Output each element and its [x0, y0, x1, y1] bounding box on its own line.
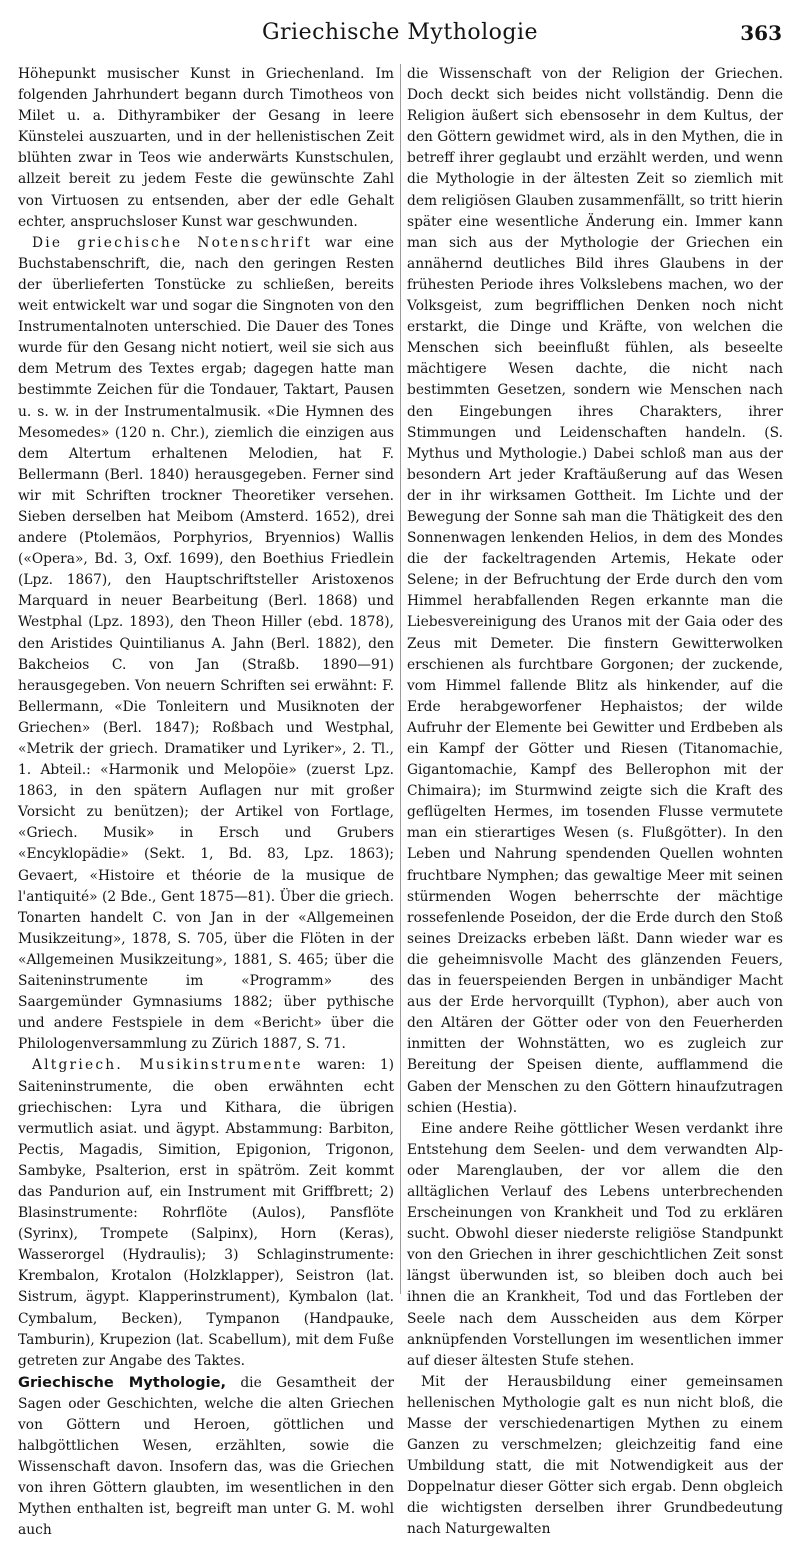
entry-headword: Griechische Mythologie,: [18, 1373, 227, 1391]
column-divider: [400, 64, 401, 1294]
left-column: [18, 64, 394, 1539]
text-columns: [18, 64, 783, 1539]
paragraph-notation: [18, 233, 394, 1056]
running-title: Griechische Mythologie: [261, 20, 539, 45]
right-column: [407, 64, 783, 1538]
paragraph-soul-belief: Eine andere Reihe göttlicher Wesen verdankt ihre Entstehung dem Seelen- und dem verwandten Alp- oder Marenglauben, der vor allem die den alltäglichen Verlauf des Lebens unterbrechenden Erscheinungen von Krankheit und Tod zu erklären sucht. Obwohl dieser niederste religiöse Standpunkt von den Griechen in ihrer geschichtlichen Zeit sonst längst überwunden ist, so bleiben doch auch bei ihnen die an Krankheit, Tod und das Fortleben der Seele nach dem Ausscheiden aus dem Körper anknüpfenden Vorstellungen im wesentlichen immer auf dieser ältesten Stufe stehen.: [407, 1120, 783, 1369]
paragraph-religion: die Wissenschaft von der Religion der Griechen. Doch deckt sich beides nicht vollständig. Denn die Religion äußert sich ebensosehr in dem Kultus, der den Göttern gewidmet wird, als in den Mythen, die in betreff ihrer geglaubt und erzählt werden, und wenn die Mythologie in der ältesten Zeit so ziemlich mit dem religiösen Glauben zusammenfällt, so tritt hierin später eine wesentliche Änderung ein. Immer kann man sich aus der Mythologie der Griechen ein annähernd deutliches Bild ihres Glaubens in der frühesten Periode ihres Volkslebens machen, wo der Volksgeist, zum begrifflichen Denken noch nicht erstarkt, die Dinge und Kräfte, von welchen die Menschen sich beeinflußt fühlen, als beseelte mächtigere Wesen dachte, die nicht nach bestimmten Gesetzen, sondern wie Menschen nach den Eingebungen ihres Charakters, ihrer Stimmungen und Leidenschaften handeln. (S. Mythus und Mythologie.) Dabei schloß man aus der besondern Art jeder Kraftäußerung auf das Wesen der in ihr wirksamen Gottheit. Im Lichte und der Bewegung der Sonne sah man die Thätigkeit des den Sonnenwagen lenkenden Helios, in dem des Mondes die der fackeltragenden Artemis, Hekate oder Selene; in der Befruchtung der Erde durch den vom Himmel herabfallenden Regen erkannte man die Liebesvereinigung des Uranos mit der Gaia oder des Zeus mit Demeter. Die finstern Gewitterwolken erschienen als furchtbare Gorgonen; der zuckende, vom Himmel fallende Blitz als hinkender, auf die Erde herabgeworfener Hephaistos; der wilde Aufruhr der Elemente bei Gewitter und Erdbeben als ein Kampf der Götter und Riesen (Titanomachie, Gigantomachie, Kampf des Bellerophon mit der Chimaira); im Sturmwind zeigte sich die Kraft des geflügelten Hermes, im tosenden Flusse vermutete man ein stierartiges Wesen (s. Flußgötter). In den Leben und Nahrung spendenden Quellen wohnten fruchtbare Nymphen; das gewaltige Meer mit seinen stürmenden Wogen beherrschte der mächtige rossefenlende Poseidon, der die Erde durch den Stoß seines Dreizacks erbeben läßt. Dann wieder war es die geheimnisvolle Macht des glänzenden Feuers, das in feuerspeienden Bergen in unbändiger Macht aus der Erde hervorquillt (Typhon), aber auch von den Altären der Götter oder von den Feuerherden inmitten der Wohnstätten, wo es zugleich zur Bereitung der Speisen diente, aufflammend die Gaben der Menschen zu den Göttern hinaufzutragen schien (Hestia).: [407, 66, 783, 1116]
paragraph-hellenic-mythology: Mit der Herausbildung einer gemeinsamen hellenischen Mythologie galt es nun nicht bloß, die Masse der verschiedenartigen Mythen zu einem Ganzen zu verschmelzen; gleichzeitig fand eine Umbildung statt, die mit Notwendigkeit aus der Doppelnatur dieser Götter sich ergab. Denn obgleich die wichtigsten derselben ihrer Grundbedeutung nach Naturgewalten: [407, 1373, 783, 1538]
notation-text: war eine Buchstabenschrift, die, nach den geringen Resten der überlieferten Tonstücke zu schließen, bereits weit entwickelt war und sogar die Singnoten von den Instrumentalnoten unterschied. Die Dauer des Tones wurde für den Gesang nicht notiert, weil sie sich aus dem Metrum des Textes ergab; dagegen hatte man bestimmte Zeichen für die Tondauer, Taktart, Pausen u. s. w. in der Instrumentalmusik. «Die Hymnen des Mesomedes» (120 n. Chr.), ziemlich die einzigen aus dem Altertum erhaltenen Melodien, hat F. Bellermann (Berl. 1840) herausgegeben. Ferner sind wir mit Schriften trockner Theoretiker versehen. Sieben derselben hat Meibom (Amsterd. 1652), drei andere (Ptolemäos, Porphyrios, Bryennios) Wallis («Opera», Bd. 3, Oxf. 1699), den Boethius Friedlein (Lpz. 1867), den Hauptschriftsteller Aristoxenos Marquard in neuer Bearbeitung (Berl. 1868) und Westphal (Lpz. 1893), den Theon Hiller (ebd. 1878), den Aristides Quintilianus A. Jahn (Berl. 1882), den Bakcheios C. von Jan (Straßb. 1890—91) herausgegeben. Von neuern Schriften sei erwähnt: F. Bellermann, «Die Tonleitern und Musiknoten der Griechen» (Berl. 1847); Roßbach und Westphal, «Metrik der griech. Dramatiker und Lyriker», 2. Tl., 1. Abteil.: «Harmonik und Melopöie» (zuerst Lpz. 1863, in den spätern Auflagen nur mit großer Vorsicht zu benützen); der Artikel von Fortlage, «Griech. Musik» in Ersch und Grubers «Encyklopädie» (Sekt. 1, Bd. 83, Lpz. 1863); Gevaert, «Histoire et théorie de la musique de l'antiquité» (2 Bde., Gent 1875—81). Über die griech. Tonarten handelt C. von Jan in der «Allgemeinen Musikzeitung», 1878, S. 705, über die Flöten in der «Allgemeinen Musikzeitung», 1881, S. 465; über die Saiteninstrumente im «Programm» des Saargemünder Gymnasiums 1882; über pythische und andere Festspiele in dem «Bericht» über die Philologenversammlung zu Zürich 1887, S. 71.: [18, 234, 394, 1053]
instruments-text: waren: 1) Saiteninstrumente, die oben erwähnten echt griechischen: Lyra und Kithara, die übrigen vermutlich asiat. und ägypt. Abstammung: Barbiton, Pectis, Magadis, Simition, Epigonion, Trigonon, Sambyke, Psalterion, erst in spätröm. Zeit kommt das Pandurion auf, ein Instrument mit Griffbrett; 2) Blasinstrumente: Rohrflöte (Aulos), Pansflöte (Syrinx), Trompete (Salpinx), Horn (Keras), Wasserorgel (Hydraulis); 3) Schlaginstrumente: Krembalon, Krotalon (Holzklapper), Seistron (lat. Sistrum, ägypt. Klapperinstrument), Kymbalon (lat. Cymbalum, Becken), Tympanon (Handpauke, Tamburin), Krupezion (lat. Scabellum), mit dem Fuße getreten zur Angabe des Taktes.: [18, 1057, 394, 1369]
paragraph-mythology-entry: [18, 1372, 394, 1542]
instruments-lead: Altgriech. Musikinstrumente: [32, 1057, 303, 1074]
notation-lead: Die griechische Notenschrift: [32, 234, 313, 251]
running-head: [18, 20, 782, 56]
paragraph-music-decline: Höhepunkt musischer Kunst in Griechenland. Im folgenden Jahrhundert begann durch Timotheos von Milet u. a. Dithyrambiker der Gesang in leere Künstelei auszuarten, und in der hellenistischen Zeit blühten zwar in Teos wie anderwärts Kunstschulen, allzeit bereit zu jedem Feste die gewünschte Zahl von Virtuosen zu entsenden, aber der edle Gehalt echter, anspruchsloser Kunst war geschwunden.: [18, 66, 394, 230]
page-number: 363: [740, 21, 782, 45]
paragraph-instruments: [18, 1055, 394, 1371]
entry-text: die Gesamtheit der Sagen oder Geschichten, welche die alten Griechen von Göttern und Heroen, göttlichen und halbgöttlichen Wesen, erzählten, sowie die Wissenschaft davon. Insofern das, was die Griechen von ihren Göttern glaubten, im wesentlichen in den Mythen enthalten ist, begreift man unter G. M. wohl auch: [18, 1374, 394, 1539]
